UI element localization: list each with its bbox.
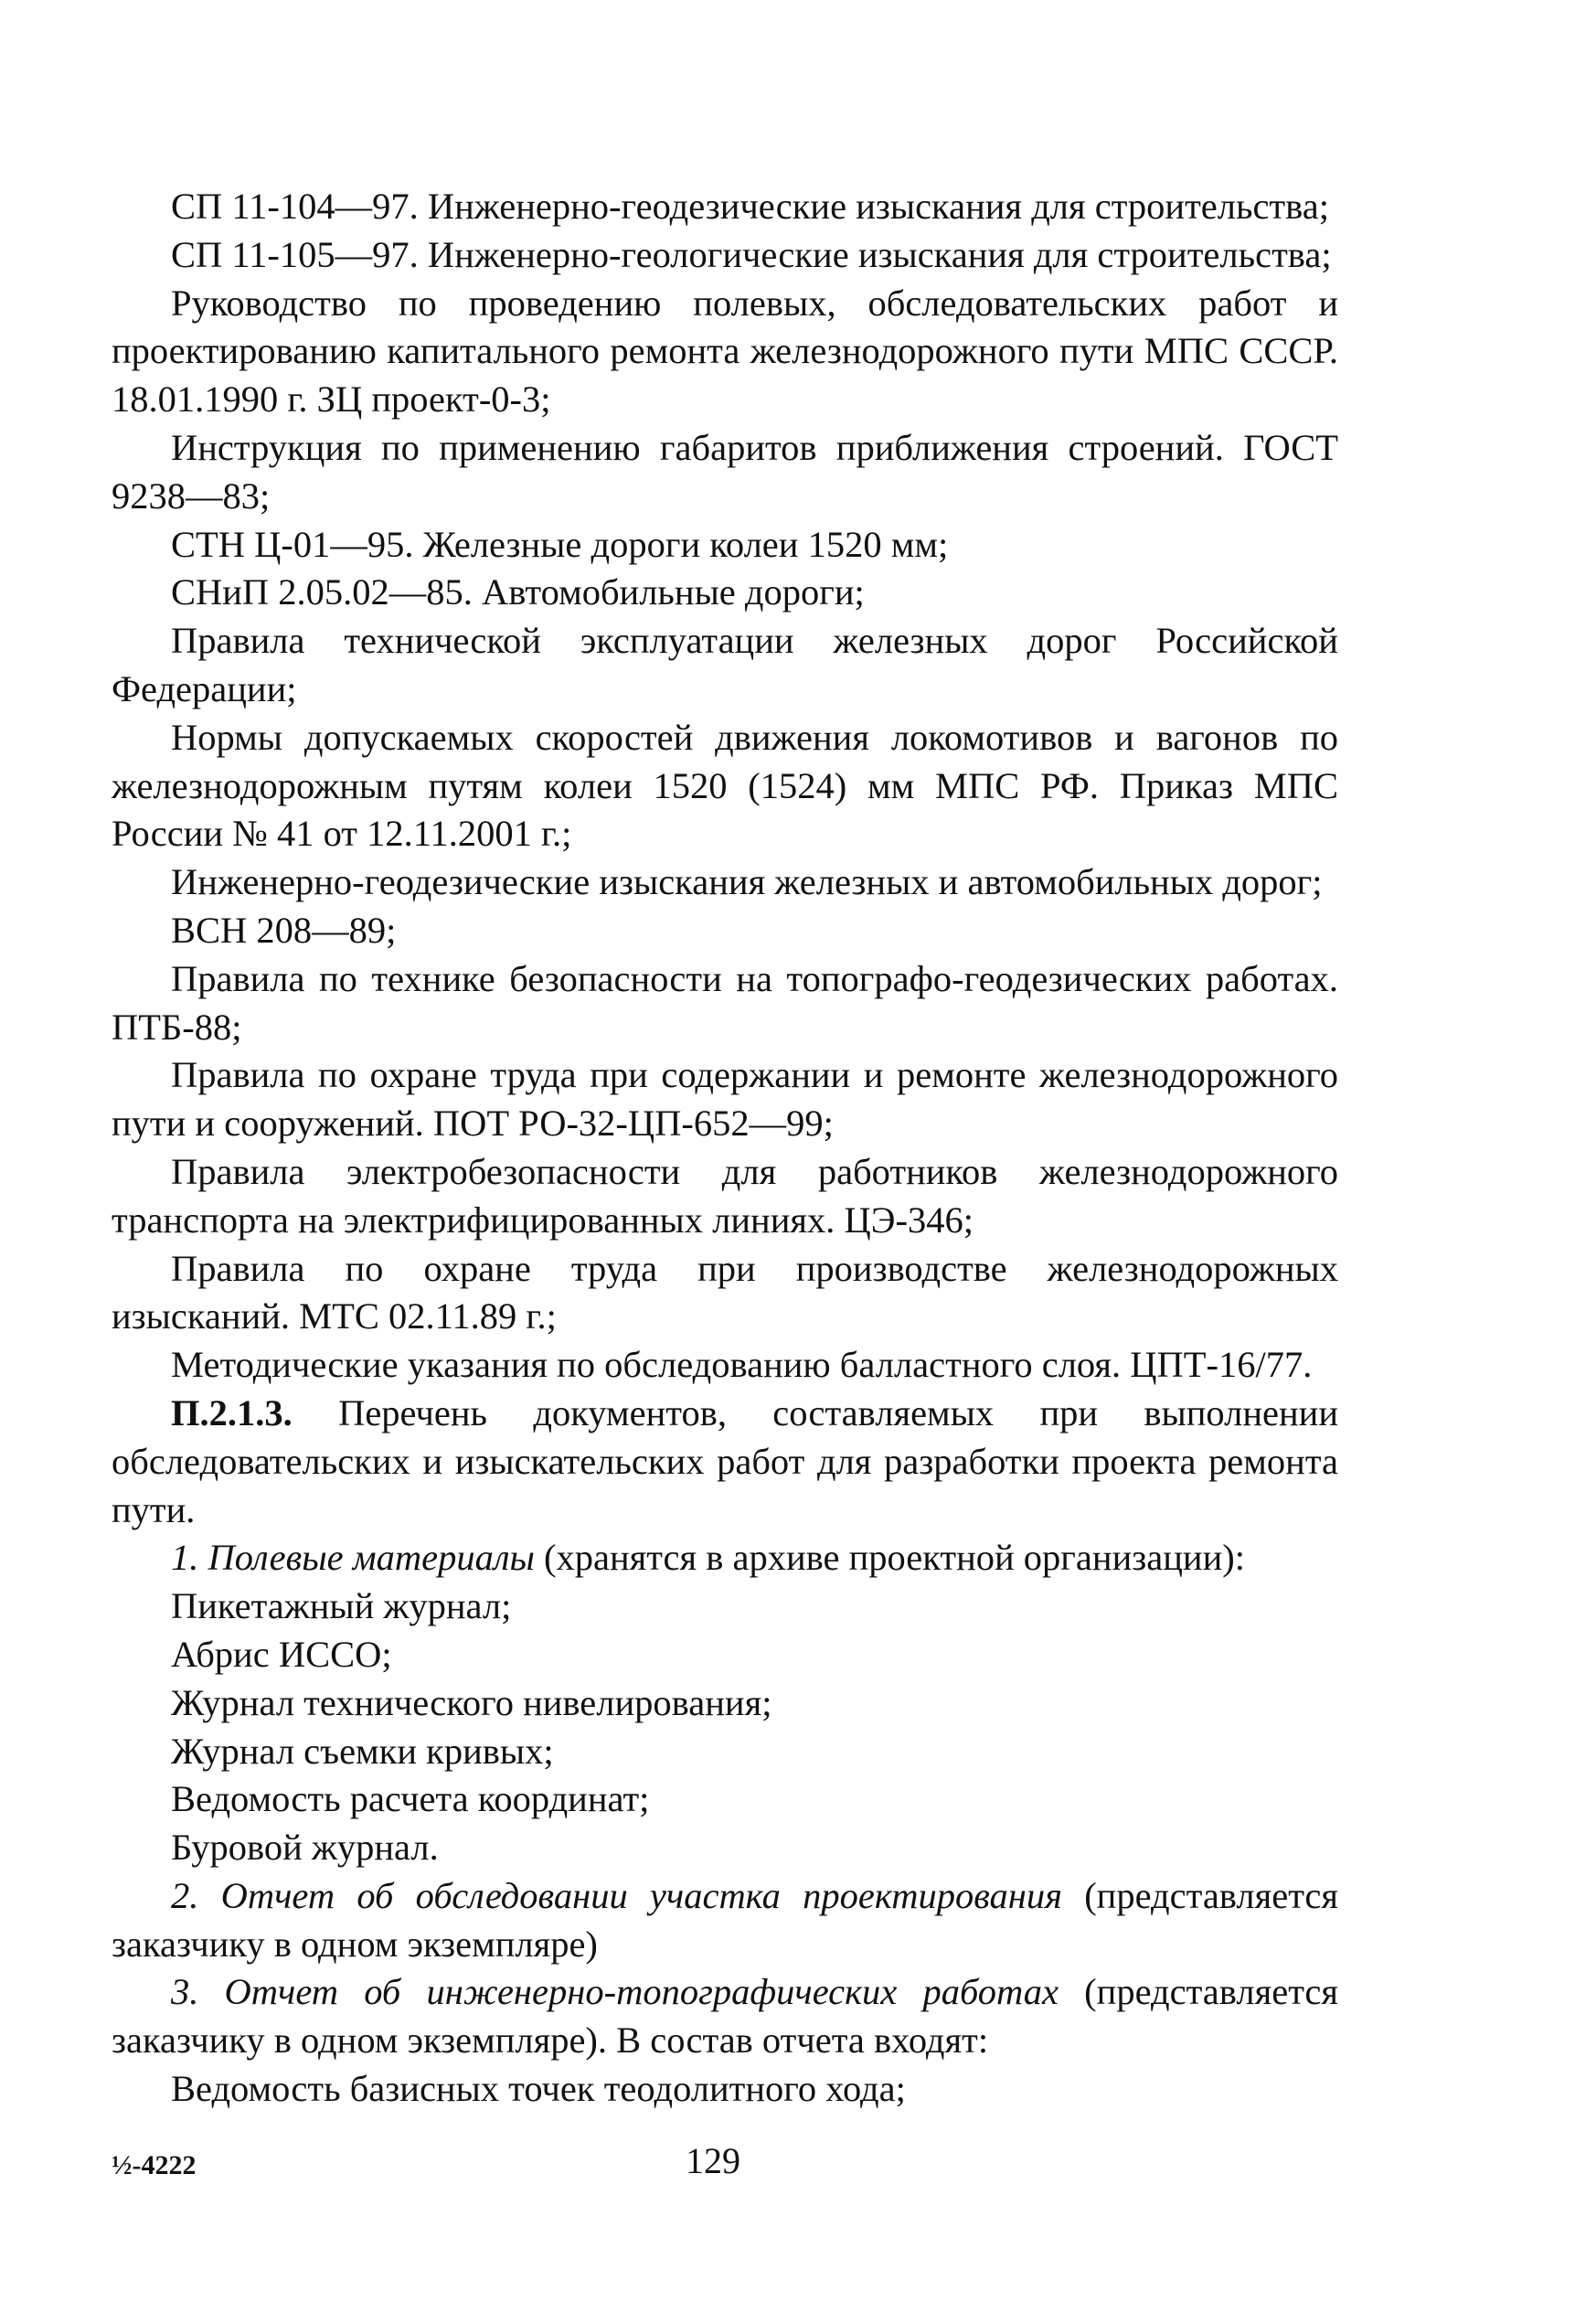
section-number: П.2.1.3. <box>171 1391 293 1433</box>
reference-item: Правила по охране труда при производстве железнодорожных изысканий. МТС 02.11.89 г.; <box>112 1247 1338 1337</box>
field-materials-heading: 1. Полевые материалы <box>171 1537 535 1579</box>
field-material-item: Журнал технического нивелирования; <box>171 1681 772 1723</box>
reference-item: Инструкция по применению габаритов приближения строений. ГОСТ 9238—83; <box>112 426 1338 517</box>
survey-report-note: (представляется заказчику в одном экземпляре) <box>112 1874 1338 1965</box>
reference-item: СП 11-105—97. Инженерно-геологические изыскания для строительства; <box>171 233 1332 275</box>
reference-item: Правила технической эксплуатации железных дорог Российской Федерации; <box>112 620 1338 709</box>
reference-item: ВСН 208—89; <box>171 909 397 951</box>
reference-item: СП 11-104—97. Инженерно-геодезические изыскания для строительства; <box>171 186 1329 227</box>
survey-report-paragraph <box>112 1872 1338 1969</box>
page-body <box>112 183 1338 2114</box>
topo-report-item: Ведомость базисных точек теодолитного хода; <box>171 2068 906 2110</box>
field-material-item: Журнал съемки кривых; <box>171 1730 554 1772</box>
field-materials-heading-line <box>112 1534 1338 1582</box>
reference-item: СТН Ц-01—95. Железные дороги колеи 1520 мм; <box>171 523 949 565</box>
section-paragraph <box>112 1390 1338 1534</box>
field-material-item: Ведомость расчета координат; <box>171 1778 650 1820</box>
survey-report-heading: 2. Отчет об обследовании участка проектирования <box>171 1874 1062 1916</box>
reference-item: Правила по охране труда при содержании и ремонте железнодорожного пути и сооружений. ПОТ РО-32-ЦП-652—99; <box>112 1054 1338 1145</box>
field-material-item: Абрис ИССО; <box>171 1633 392 1675</box>
footer-code: ½-4222 <box>112 2150 197 2180</box>
section-text: Перечень документов, составляемых при выполнении обследовательских и изыскательских работ для разработки проекта ремонта пути. <box>112 1391 1338 1530</box>
page-number: 129 <box>686 2140 740 2181</box>
reference-item: Методические указания по обследованию балластного слоя. ЦПТ-16/77. <box>171 1344 1313 1386</box>
field-material-item: Буровой журнал. <box>171 1827 439 1869</box>
field-material-item: Пикетажный журнал; <box>171 1585 512 1627</box>
topo-report-paragraph <box>112 1968 1338 2065</box>
topo-report-note: (представляется заказчику в одном экземпляре). В состав отчета входят: <box>112 1971 1338 2062</box>
reference-item: Инженерно-геодезические изыскания железных и автомобильных дорог; <box>171 861 1323 903</box>
field-materials-note: (хранятся в архиве проектной организации): <box>534 1537 1245 1579</box>
reference-item: Руководство по проведению полевых, обследовательских работ и проектированию капитального ремонта железнодорожного пути МПС СССР. 18.01.1990 г. ЗЦ проект-0-3; <box>112 282 1338 421</box>
reference-item: Нормы допускаемых скоростей движения локомотивов и вагонов по железнодорожным путям колеи 1520 (1524) мм МПС РФ. Приказ МПС России № 41 от 12.11.2001 г.; <box>112 716 1338 855</box>
topo-report-heading: 3. Отчет об инженерно-топографических работах <box>171 1971 1059 2013</box>
reference-item: Правила электробезопасности для работников железнодорожного транспорта на электрифицированных линиях. ЦЭ-346; <box>112 1150 1338 1241</box>
reference-item: СНиП 2.05.02—85. Автомобильные дороги; <box>171 571 865 613</box>
reference-item: Правила по технике безопасности на топографо-геодезических работах. ПТБ-88; <box>112 957 1338 1048</box>
